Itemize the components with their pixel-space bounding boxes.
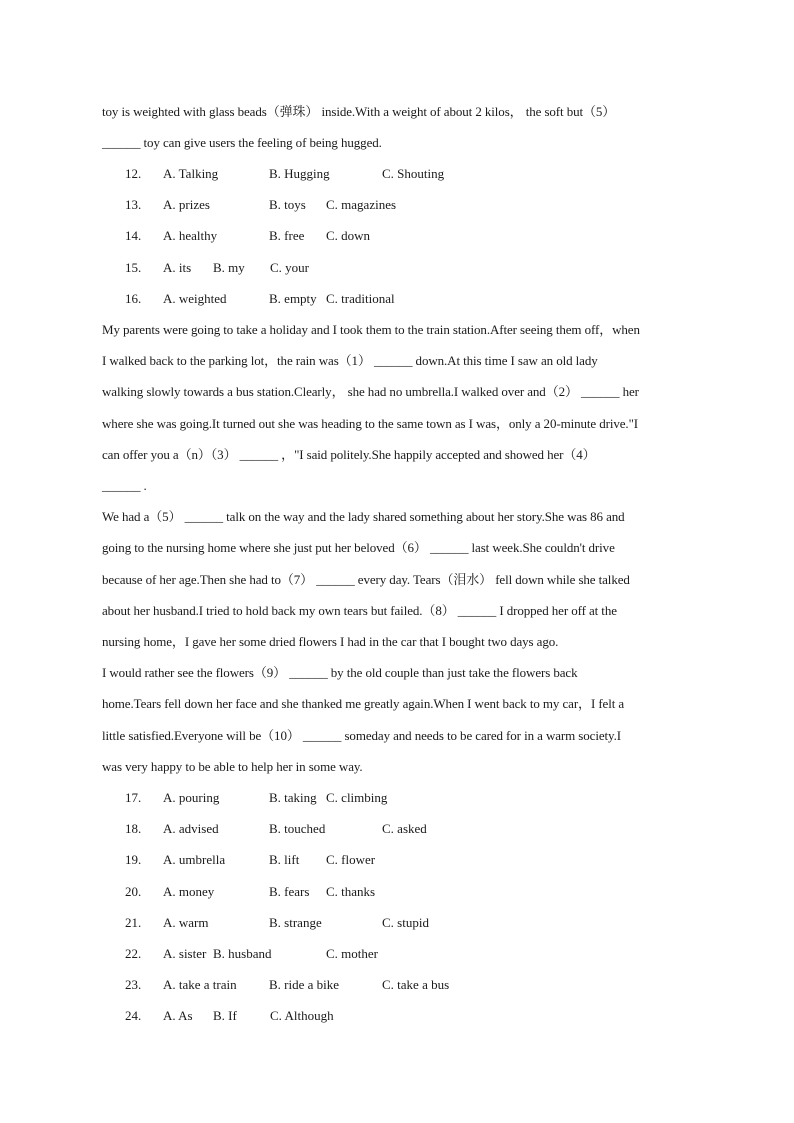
option-b: B. If [213, 1008, 237, 1023]
passage-line-14: little satisfied.Everyone will be（10） ______ someday and needs to be cared for in a warm society.I [102, 728, 621, 743]
question-number: 23. [125, 977, 142, 992]
option-c: C. flower [326, 852, 376, 867]
option-a: A. advised [163, 821, 219, 836]
option-b: B. lift [269, 852, 300, 867]
passage-line-8: going to the nursing home where she just put her beloved（6） ______ last week.She couldn't drive [102, 540, 615, 555]
option-a: A. sister [163, 946, 207, 961]
option-b: B. my [213, 260, 245, 275]
option-c: C. take a bus [382, 977, 450, 992]
question-number: 12. [125, 166, 142, 181]
passage-line-9: because of her age.Then she had to（7） ______ every day. Tears（泪水） fell down while she talked [102, 572, 630, 587]
passage-line-12: I would rather see the flowers（9） ______ by the old couple than just take the flowers back [102, 665, 578, 680]
option-c: C. traditional [326, 291, 395, 306]
option-c: C. stupid [382, 915, 429, 930]
passage-line-10: about her husband.I tried to hold back my own tears but failed.（8） ______ I dropped her off at the [102, 603, 617, 618]
question-number: 15. [125, 260, 142, 275]
option-a: A. warm [163, 915, 209, 930]
passage-line-11: nursing home，I gave her some dried flowers I had in the car that I bought two days ago. [102, 634, 559, 649]
option-b: B. husband [213, 946, 272, 961]
question-number: 20. [125, 884, 142, 899]
passage-line-15: was very happy to be able to help her in some way. [102, 759, 363, 774]
option-b: B. free [269, 228, 305, 243]
option-b: B. empty [269, 291, 317, 306]
option-c: C. Shouting [382, 166, 445, 181]
option-b: B. toys [269, 197, 306, 212]
passage-line-6: ______ . [102, 478, 147, 493]
question-number: 16. [125, 291, 142, 306]
passage-line-7: We had a（5） ______ talk on the way and the lady shared something about her story.She was 86 and [102, 509, 625, 524]
option-c: C. thanks [326, 884, 376, 899]
option-c: C. climbing [326, 790, 388, 805]
intro-line-2: ______ toy can give users the feeling of being hugged. [102, 135, 382, 150]
intro-line-1: toy is weighted with glass beads（弹珠） inside.With a weight of about 2 kilos， the soft but（5） [102, 104, 616, 119]
option-b: B. Hugging [269, 166, 330, 181]
option-a: A. weighted [163, 291, 227, 306]
option-a: A. umbrella [163, 852, 226, 867]
option-c: C. down [326, 228, 371, 243]
question-number: 13. [125, 197, 142, 212]
question-number: 19. [125, 852, 142, 867]
option-a: A. its [163, 260, 192, 275]
option-a: A. Talking [163, 166, 219, 181]
option-c: C. Although [270, 1008, 334, 1023]
option-c: C. your [270, 260, 309, 275]
option-b: B. touched [269, 821, 326, 836]
option-b: B. taking [269, 790, 317, 805]
option-a: A. As [163, 1008, 193, 1023]
option-c: C. asked [382, 821, 427, 836]
option-a: A. prizes [163, 197, 210, 212]
question-number: 21. [125, 915, 142, 930]
option-b: B. strange [269, 915, 322, 930]
question-number: 18. [125, 821, 142, 836]
passage-line-13: home.Tears fell down her face and she thanked me greatly again.When I went back to my car，I felt a [102, 696, 625, 711]
question-number: 22. [125, 946, 142, 961]
option-b: B. fears [269, 884, 310, 899]
option-a: A. healthy [163, 228, 218, 243]
option-a: A. take a train [163, 977, 237, 992]
option-c: C. magazines [326, 197, 397, 212]
option-c: C. mother [326, 946, 378, 961]
passage-line-5: can offer you a（n）（3） ______ ，"I said politely.She happily accepted and showed her（4） [102, 447, 596, 462]
passage-line-2: I walked back to the parking lot，the rain was（1） ______ down.At this time I saw an old lady [102, 353, 598, 368]
question-number: 24. [125, 1008, 142, 1023]
option-a: A. money [163, 884, 215, 899]
question-number: 14. [125, 228, 142, 243]
question-number: 17. [125, 790, 142, 805]
passage-line-3: walking slowly towards a bus station.Clearly， she had no umbrella.I walked over and（2） ______ her [102, 384, 639, 399]
option-a: A. pouring [163, 790, 220, 805]
passage-line-1: My parents were going to take a holiday and I took them to the train station.After seeing them off，when [102, 322, 640, 337]
option-b: B. ride a bike [269, 977, 340, 992]
passage-line-4: where she was going.It turned out she was heading to the same town as I was，only a 20-minute drive."I [102, 416, 639, 431]
